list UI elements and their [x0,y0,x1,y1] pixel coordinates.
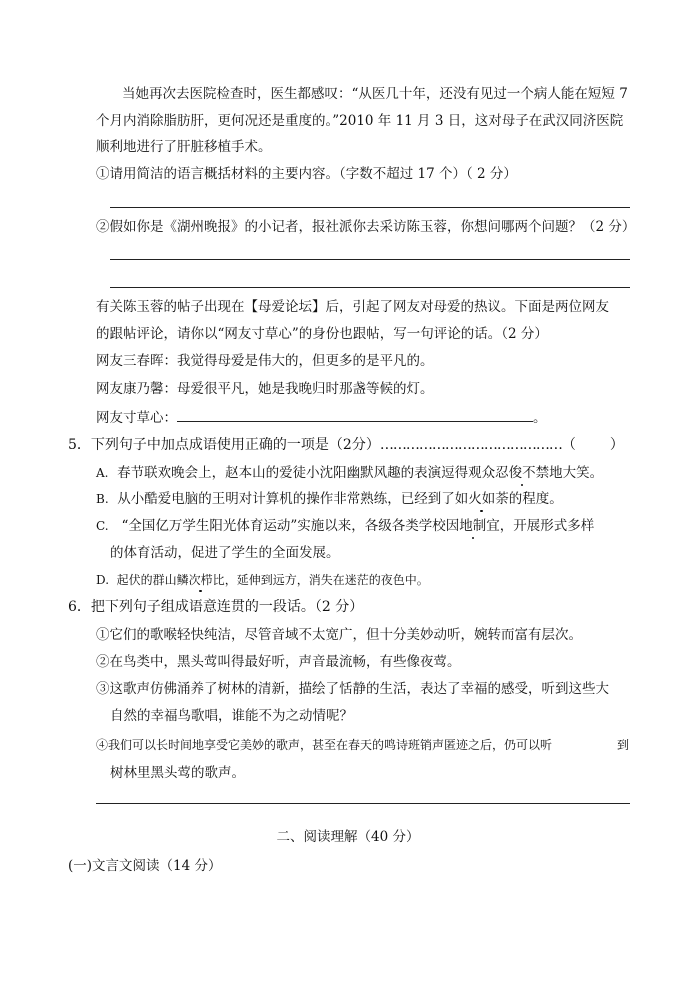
q5-option-c-line-2: 的体育活动，促进了学生的全面发展。 [110,545,340,561]
material-line-3: 顺利地进行了肝脏移植手术。 [96,139,272,155]
q5-option-d [96,572,429,588]
forum-reply-2: 网友康乃馨：母爱很平凡，她是我晚归时那盏等候的灯。 [96,381,434,397]
q6-sentence-3-line-1: ③这歌声仿佛涌养了树林的清新，描绘了恬静的生活，表达了幸福的感受，听到这些大 [96,681,609,697]
q6-sentence-2: ②在鸟类中，黑头莺叫得最好听，声音最流畅，有些像夜莺。 [96,654,461,670]
material-line-2: 个月内消除脂肪肝，更何况还是重度的。”2010 年 11 月 3 日，这对母子在武汉同济医院 [96,113,624,129]
q5-option-a-pre: 春节联欢晚会上，赵本山的爱徒小沈阳幽默风趣的表演逗得观众 [117,465,496,481]
section-title: 二、阅读理解（40 分） [276,829,420,845]
q5-option-b-idiom: 如火如荼 [454,491,509,507]
q5-option-a-idiom: 忍俊不禁 [495,465,550,481]
question-1-prompt: ①请用简洁的语言概括材料的主要内容。（字数不超过 17 个）（ 2 分） [96,166,517,182]
question-5-dots: …………………………………… [379,437,562,453]
forum-reply-3-label: 网友寸草心： [96,410,177,426]
question-6-stem: 6．把下列句子组成语意连贯的一段话。（2 分） [68,599,364,615]
q5-option-b [96,491,563,507]
q5-option-a-post: 地大笑。 [549,465,604,481]
answer-line-q2-b[interactable] [110,287,630,288]
question-5-text: 5．下列句子中加点成语使用正确的一项是（2分） [68,437,380,453]
forum-reply-1: 网友三春晖：我觉得母爱是伟大的，但更多的是平凡的。 [96,353,434,369]
q6-sentence-1: ①它们的歌喉轻快纯洁，尽管音域不太宽广，但十分美妙动听，婉转而富有层次。 [96,627,582,643]
q6-sentence-3-line-2: 自然的幸福鸟歌唱，谁能不为之动情呢？ [110,708,353,724]
answer-line-q1[interactable] [110,207,630,208]
q5-option-c-idiom: 因地制宜 [445,518,500,534]
q5-option-a [96,465,603,481]
question-5-stem [68,437,624,453]
answer-line-q6[interactable] [96,803,630,804]
answer-line-forum[interactable] [177,409,533,422]
q5-option-c-label: C. [96,519,109,533]
q6-sentence-4-line-1-end: 到 [617,738,630,752]
q5-option-d-pre: 起伏的群山 [116,573,177,587]
question-5-paren-close: ） [609,437,624,453]
forum-reply-3-end: 。 [533,410,547,426]
forum-reply-3 [96,409,547,426]
q5-option-c-post: ，开展形式多样 [499,518,595,534]
material-line-1: 当她再次去医院检查时，医生都感叹：“从医几十年，还没有见过一个病人能在短短 7 [122,86,628,102]
q5-option-a-label: A. [96,466,109,480]
q5-option-b-pre: 从小酷爱电脑的王明对计算机的操作非常熟练，已经到了 [117,491,455,507]
q6-sentence-4-line-1: ④我们可以长时间地享受它美妙的歌声，甚至在春天的鸣诗班销声匿迹之后，仍可以听 [96,738,553,752]
question-2-prompt: ②假如你是《湖州晚报》的小记者，报社派你去采访陈玉蓉，你想问哪两个问题？（2 分） [96,219,636,235]
q5-option-b-label: B. [96,492,109,506]
question-5-paren-open: （ [561,437,576,453]
q5-option-c-pre: “全国亿万学生阳光体育运动”实施以来，各级各类学校 [121,518,446,534]
q6-sentence-4-line-2: 树林里黑头莺的歌声。 [110,765,245,781]
forum-line-2: 的跟帖评论，请你以“网友寸草心”的身份也跟帖，写一句评论的话。（2 分） [96,326,548,342]
q5-option-d-idiom: 鳞次栉比 [176,573,225,587]
answer-line-q2-a[interactable] [110,259,630,260]
subsection-title: (一)文言文阅读（14 分） [68,858,222,874]
q5-option-b-post: 的程度。 [508,491,563,507]
q5-option-d-label: D. [96,573,110,587]
q5-option-d-post: ，延伸到远方，消失在迷茫的夜色中。 [224,573,429,587]
q5-option-c [96,518,594,534]
forum-line-1: 有关陈玉蓉的帖子出现在【母爱论坛】后，引起了网友对母爱的热议。下面是两位网友 [96,299,609,315]
